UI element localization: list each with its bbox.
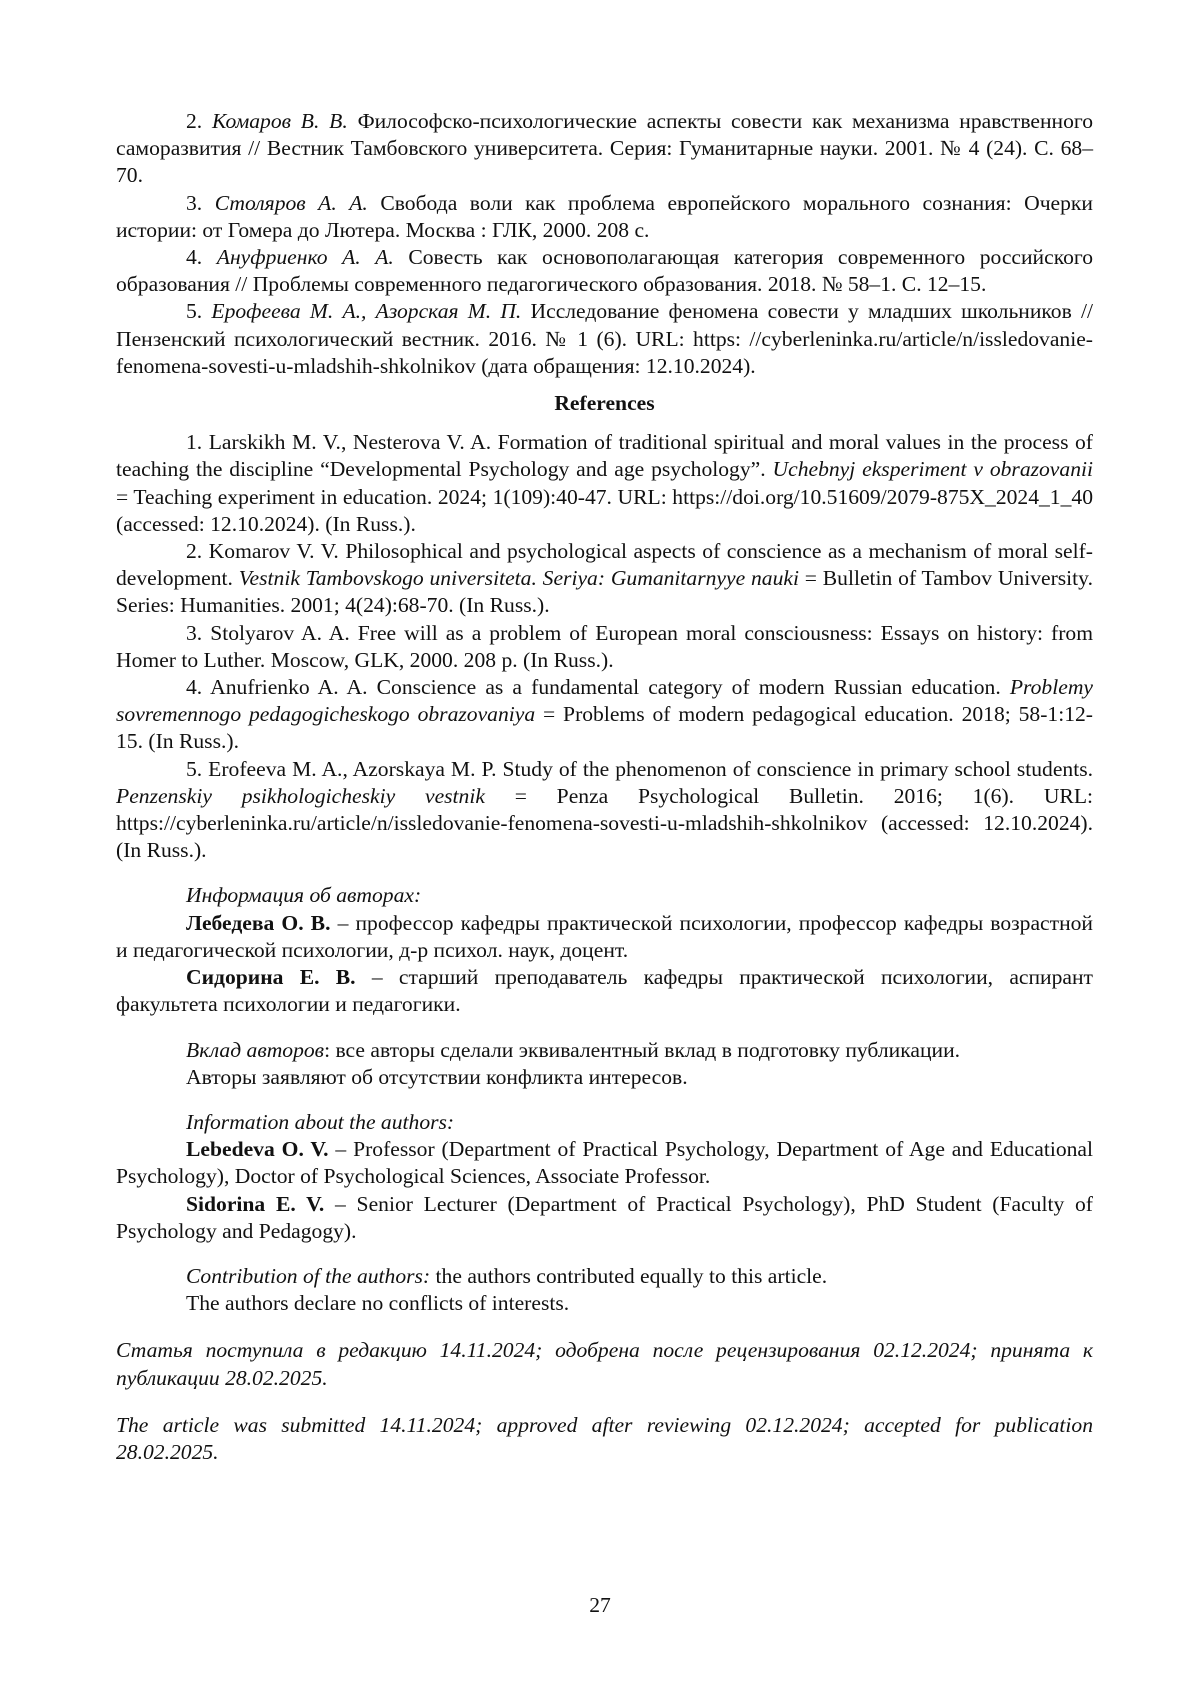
contribution-statement: Contribution of the authors: the authors contributed equally to this article.	[186, 1263, 828, 1288]
ref-author: Ануфриенко А. А.	[216, 245, 394, 270]
page-number: 27	[589, 1593, 611, 1617]
author-name: Сидорина Е. В.	[186, 965, 356, 990]
ru-reference-item: 3. Столяров А. А. Свобода воли как проблема европейского морального сознания: Очерки истории: от Гомера до Лютера. Москва : ГЛК, 2000. 208 с.	[116, 190, 1093, 242]
references-heading: References	[554, 391, 655, 416]
conflict-statement: The authors declare no conflicts of interests.	[186, 1291, 570, 1316]
en-reference-item: 3. Stolyarov A. A. Free will as a problem of European moral consciousness: Essays on history: from Homer to Luther. Moscow, GLK, 2000. 208 p. (In Russ.).	[116, 620, 1093, 672]
ru-reference-item: 5. Ерофеева М. А., Азорская М. П. Исследование феномена совести у младших школьников // Пензенский психологический вестник. 2016. № 1 (6). URL: https: //cyberleninka.ru/article/n/issledovanie-fenomena-sovesti-u-mladshih-shkolnikov (дата обращения: 12.10.2024).	[116, 299, 1093, 378]
ru-reference-item: 4. Ануфриенко А. А. Совесть как основополагающая категория современного российского образования // Проблемы современного педагогического образования. 2018. № 58–1. С. 12–15.	[116, 245, 1093, 297]
ref-journal: Uchebnyj eksperiment v obrazovanii	[772, 457, 1093, 482]
spacer	[116, 1091, 1093, 1109]
spacer	[116, 1245, 1093, 1263]
ref-author: Ерофеева М. А., Азорская М. П.	[211, 299, 522, 324]
ref-journal: Vestnik Tambovskogo universiteta. Seriya: Gumanitarnyye nauki	[238, 566, 799, 591]
author-entry: Lebedeva O. V. – Professor (Department of Practical Psychology, Department of Age and Educational Psychology), Doctor of Psychological Sciences, Associate Professor.	[116, 1137, 1093, 1189]
spacer	[116, 864, 1093, 882]
author-name: Sidorina E. V.	[186, 1191, 325, 1216]
author-entry: Лебедева О. В. – профессор кафедры практической психологии, профессор кафедры возрастной и педагогической психологии, д-р психол. наук, доцент.	[116, 910, 1093, 962]
submission-dates-ru: Статья поступила в редакцию 14.11.2024; одобрена после рецензирования 02.12.2024; принята к публикации 28.02.2025.	[116, 1338, 1093, 1390]
authors-info-en	[116, 1109, 1093, 1245]
contribution-statement: Вклад авторов: все авторы сделали эквивалентный вклад в подготовку публикации.	[186, 1037, 961, 1062]
conflict-statement: Авторы заявляют об отсутствии конфликта интересов.	[186, 1064, 688, 1089]
author-entry: Sidorina E. V. – Senior Lecturer (Department of Practical Psychology), PhD Student (Faculty of Psychology and Pedagogy).	[116, 1191, 1093, 1243]
author-entry: Сидорина Е. В. – старший преподаватель кафедры практической психологии, аспирант факультета психологии и педагогики.	[116, 965, 1093, 1017]
ref-author: Комаров В. В.	[211, 109, 348, 133]
en-reference-item: 2. Komarov V. V. Philosophical and psychological aspects of conscience as a mechanism of moral self-development. Vestnik Tambovskogo universiteta. Seriya: Gumanitarnyye nauki = Bulletin of Tambov University. Series: Humanities. 2001; 4(24):68-70. (In Russ.).	[116, 539, 1093, 618]
spacer	[116, 1317, 1093, 1337]
ref-journal: Problemy sovremennogo pedagogicheskogo obrazovaniya	[116, 675, 1093, 727]
spacer	[116, 1019, 1093, 1037]
authors-info-ru	[116, 882, 1093, 1018]
author-name: Лебедева О. В.	[186, 910, 331, 935]
authors-heading-ru: Информация об авторах:	[186, 883, 422, 908]
ru-reference-item: 2. Комаров В. В. Философско-психологические аспекты совести как механизма нравственного саморазвития // Вестник Тамбовского университета. Серия: Гуманитарные науки. 2001. № 4 (24). С. 68–70.	[116, 109, 1093, 188]
ref-journal: Penzenskiy psikhologicheskiy vestnik	[116, 783, 485, 808]
en-reference-list	[116, 429, 1093, 864]
en-reference-item: 5. Erofeeva M. A., Azorskaya M. P. Study of the phenomenon of conscience in primary school students. Penzenskiy psikhologicheskiy vestnik = Penza Psychological Bulletin. 2016; 1(6). URL: https://cyberleninka.ru/article/n/issledovanie-fenomena-sovesti-u-mladshih-shkolnikov (accessed: 12.10.2024). (In Russ.).	[116, 756, 1094, 863]
ru-reference-list	[116, 108, 1093, 380]
en-reference-item: 4. Anufrienko A. A. Conscience as a fundamental category of modern Russian education. Problemy sovremennogo pedagogicheskogo obrazovaniya = Problems of modern pedagogical education. 2018; 58-1:12-15. (In Russ.).	[116, 675, 1093, 754]
contribution-ru	[116, 1037, 1093, 1091]
contribution-en	[116, 1263, 1093, 1317]
en-reference-item: 1. Larskikh M. V., Nesterova V. A. Formation of traditional spiritual and moral values in the process of teaching the discipline “Developmental Psychology and age psychology”. Uchebnyj eksperiment v obrazovanii = Teaching experiment in education. 2024; 1(109):40-47. URL: https://doi.org/10.51609/2079-875X_2024_1_40 (accessed: 12.10.2024). (In Russ.).	[116, 430, 1093, 536]
author-name: Lebedeva O. V.	[186, 1137, 329, 1162]
authors-heading-en: Information about the authors:	[186, 1109, 455, 1134]
submission-dates-en: The article was submitted 14.11.2024; approved after reviewing 02.12.2024; accepted for publication 28.02.2025.	[116, 1412, 1093, 1464]
ref-author: Столяров А. А.	[214, 190, 368, 215]
spacer	[116, 1392, 1093, 1412]
